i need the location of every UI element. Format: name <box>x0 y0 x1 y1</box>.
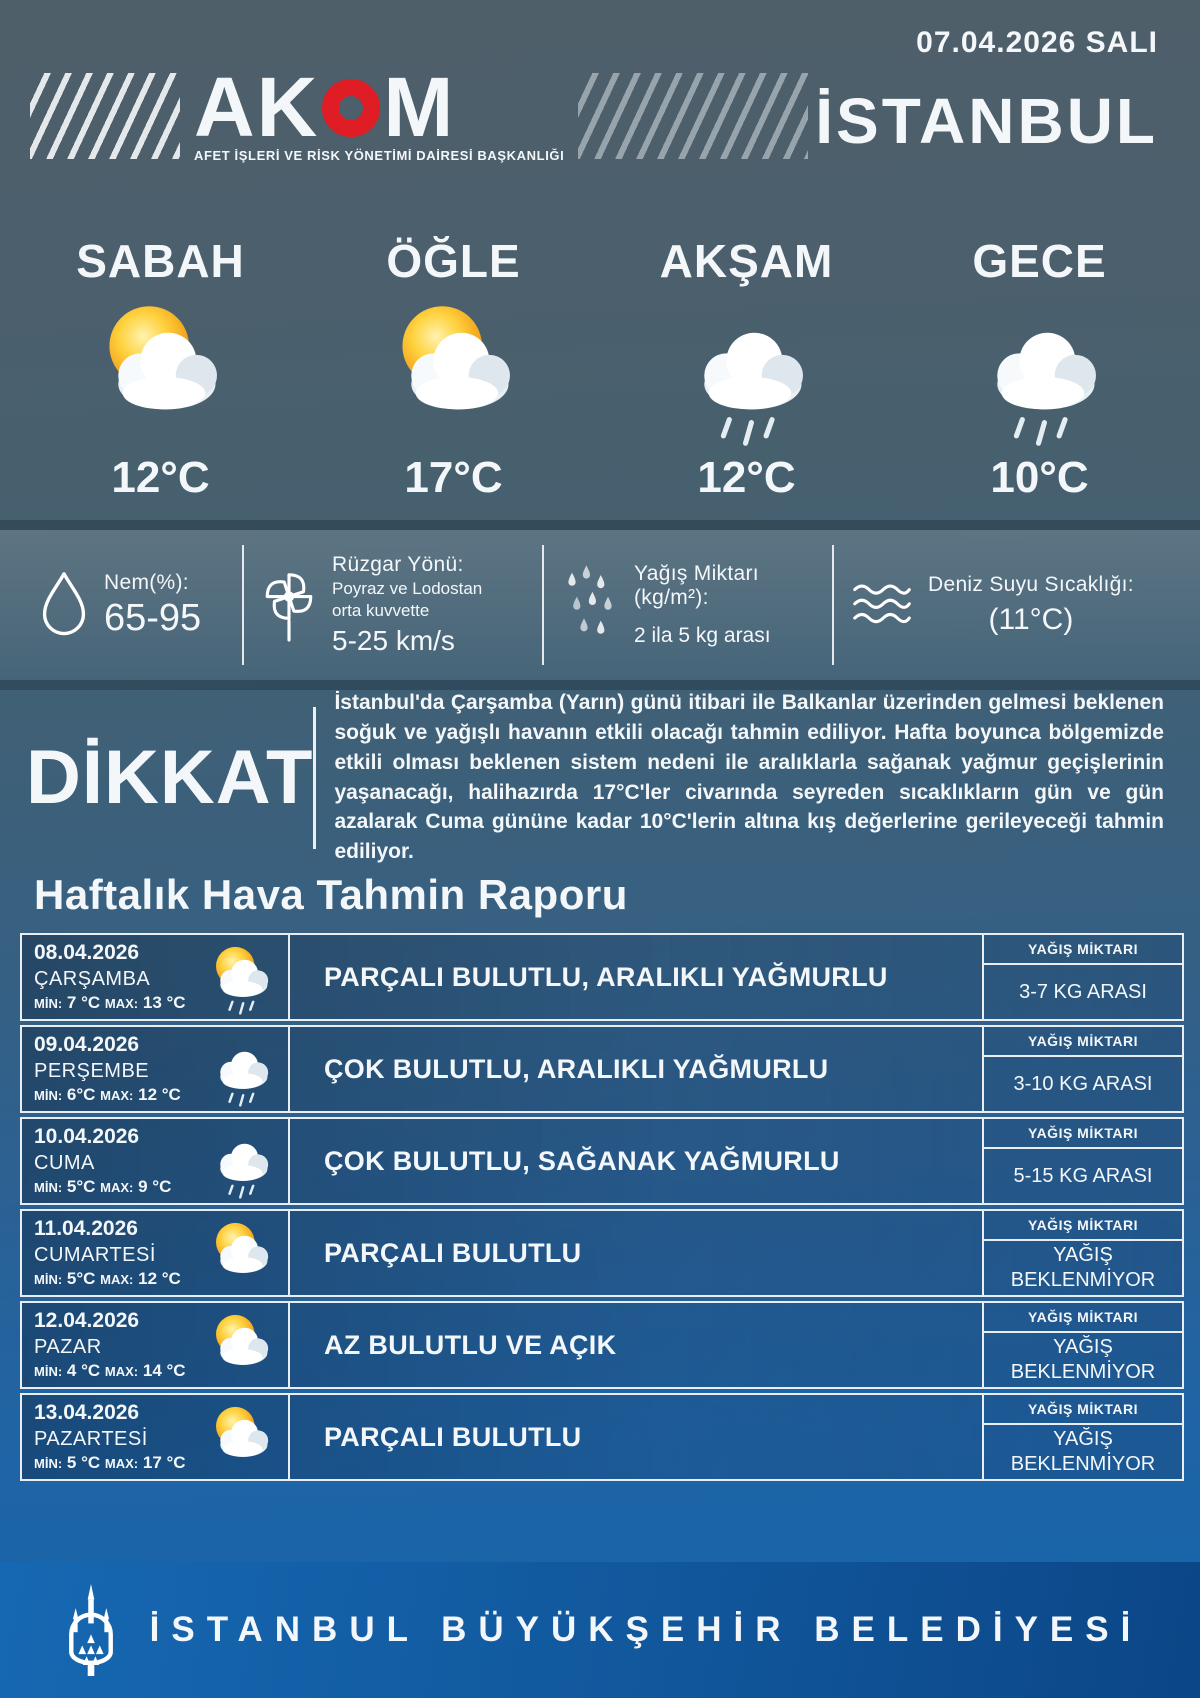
alert-divider <box>313 707 316 849</box>
logo-stripes-left-icon <box>30 73 180 159</box>
stat-sea-temperature <box>832 545 1178 665</box>
rain-cloud-icon <box>200 1031 282 1111</box>
period-temperature: 12°C <box>111 453 210 502</box>
precip-value: YAĞIŞ BEKLENMİYOR <box>1010 1244 1156 1291</box>
stat-value: 2 ila 5 kg arası <box>634 624 771 647</box>
min-label: MİN: <box>34 1180 63 1195</box>
stat-desc: orta kuvvette <box>332 601 430 620</box>
min-label: MİN: <box>34 996 63 1011</box>
condition-text: ÇOK BULUTLU, SAĞANAK YAĞMURLU <box>290 1119 984 1203</box>
alert-body-text: İstanbul'da Çarşamba (Yarın) günü itibari ile Balkanlar üzerinden gelmesi beklenen soğuk ve yağışlı havanın etkili olacağı tahmin ediliyor. Hafta boyunca bölgemizde etkili olması beklenen sistem nedeni ile aralıklarla sağanak yağmur geçişlerinin yaşanacağı, halihazırda 17°C'ler civarında seyreden sıcaklıkların gün ve gün azalarak Cuma gününe kadar 10°C'lerin altına kış değerlerine gerileyeceği tahmin ediliyor. <box>334 691 1164 864</box>
period-sabah <box>14 220 307 520</box>
stat-title: Rüzgar Yönü: <box>332 553 464 576</box>
condition-text: ÇOK BULUTLU, ARALIKLI YAĞMURLU <box>290 1027 984 1111</box>
row-day-name: PERŞEMBE <box>34 1059 150 1082</box>
precip-header: YAĞIŞ MİKTARI <box>984 1027 1182 1057</box>
precip-cell <box>984 1395 1182 1479</box>
condition-text: PARÇALI BULUTLU <box>290 1395 984 1479</box>
sun-cloud-icon <box>200 1215 282 1295</box>
akom-logo-subtitle: AFET İŞLERİ VE RİSK YÖNETİMİ DAİRESİ BAŞKANLIĞI <box>194 147 565 163</box>
row-day-name: PAZAR <box>34 1335 102 1358</box>
akom-logo-text <box>194 60 564 154</box>
stat-title: Deniz Suyu Sıcaklığı: <box>928 573 1134 596</box>
row-date: 12.04.2026 <box>34 1309 140 1332</box>
min-label: MİN: <box>34 1364 63 1379</box>
row-min-max <box>34 1269 181 1289</box>
stat-title: Yağış Miktarı (kg/m²): <box>634 562 759 609</box>
max-label: MAX: <box>100 1088 134 1103</box>
period-label: GECE <box>972 235 1107 287</box>
day-cell <box>22 1303 290 1387</box>
max-label: MAX: <box>100 1180 134 1195</box>
row-min-max <box>34 1361 186 1381</box>
stat-value: 5-25 km/s <box>332 625 455 656</box>
min-value: 4 °C <box>66 1361 101 1380</box>
row-min-max <box>34 1453 186 1473</box>
alert-title: DİKKAT <box>26 735 314 820</box>
pinwheel-icon <box>260 567 318 643</box>
day-cell <box>22 1211 290 1295</box>
precip-header: YAĞIŞ MİKTARI <box>984 1303 1182 1333</box>
akom-text-m: M <box>383 60 456 154</box>
max-label: MAX: <box>104 1364 139 1379</box>
precip-value: YAĞIŞ BEKLENMİYOR <box>1010 1336 1156 1383</box>
rain-cloud-icon <box>200 1123 282 1203</box>
ibb-logo <box>58 1584 124 1676</box>
row-min-max <box>34 1177 171 1197</box>
table-row <box>20 1393 1184 1481</box>
sun-cloud-icon <box>200 1307 282 1387</box>
period-label: AKŞAM <box>659 235 834 287</box>
table-row <box>20 1117 1184 1205</box>
table-row <box>20 1301 1184 1389</box>
max-label: MAX: <box>104 1456 139 1471</box>
row-date: 13.04.2026 <box>34 1401 140 1424</box>
period-aksam <box>600 220 893 520</box>
min-value: 5°C <box>66 1177 96 1196</box>
precip-value: 3-7 KG ARASI <box>1019 980 1147 1003</box>
row-day-name: CUMARTESİ <box>34 1243 156 1266</box>
min-value: 5 °C <box>66 1453 101 1472</box>
period-label: ÖĞLE <box>386 235 521 287</box>
precip-cell <box>984 1119 1182 1203</box>
condition-text: AZ BULUTLU VE AÇIK <box>290 1303 984 1387</box>
row-date: 10.04.2026 <box>34 1125 140 1148</box>
row-day-name: ÇARŞAMBA <box>34 967 151 990</box>
max-value: 14 °C <box>142 1361 186 1380</box>
row-date: 11.04.2026 <box>34 1217 138 1240</box>
precip-header: YAĞIŞ MİKTARI <box>984 935 1182 965</box>
precip-header: YAĞIŞ MİKTARI <box>984 1119 1182 1149</box>
city-title: İSTANBUL <box>815 85 1158 157</box>
max-value: 12 °C <box>138 1269 181 1288</box>
stat-value: (11°C) <box>988 603 1074 636</box>
stat-title: Nem(%): <box>104 570 189 594</box>
droplet-icon <box>38 570 90 640</box>
precip-header: YAĞIŞ MİKTARI <box>984 1395 1182 1425</box>
precip-value: 5-15 KG ARASI <box>1013 1164 1153 1187</box>
period-ogle <box>307 220 600 520</box>
akom-logo <box>30 60 808 163</box>
min-value: 5°C <box>66 1269 96 1288</box>
period-temperature: 12°C <box>697 453 796 502</box>
municipality-name: İSTANBUL BÜYÜKŞEHİR BELEDİYESİ <box>149 1610 1143 1649</box>
day-periods <box>0 220 1200 520</box>
precip-cell <box>984 935 1182 1019</box>
min-value: 7 °C <box>66 993 101 1012</box>
condition-text: PARÇALI BULUTLU <box>290 1211 984 1295</box>
max-value: 17 °C <box>142 1453 186 1472</box>
header <box>0 0 1200 220</box>
raindrops-icon <box>560 563 620 647</box>
stat-desc: Poyraz ve Lodostan <box>332 579 483 598</box>
sun-cloud-icon <box>369 290 539 455</box>
table-row <box>20 1209 1184 1297</box>
row-date: 09.04.2026 <box>34 1033 140 1056</box>
max-value: 13 °C <box>142 993 186 1012</box>
akom-text-ak: AK <box>194 60 320 154</box>
max-label: MAX: <box>104 996 139 1011</box>
precip-cell <box>984 1211 1182 1295</box>
min-label: MİN: <box>34 1272 63 1287</box>
waves-icon <box>850 576 914 634</box>
min-label: MİN: <box>34 1456 63 1471</box>
sun-cloud-icon <box>76 290 246 455</box>
stat-value: 65-95 <box>104 596 202 639</box>
period-gece <box>893 220 1186 520</box>
period-label: SABAH <box>76 235 245 287</box>
condition-text: PARÇALI BULUTLU, ARALIKLI YAĞMURLU <box>290 935 984 1019</box>
row-min-max <box>34 993 186 1013</box>
row-min-max <box>34 1085 181 1105</box>
day-cell <box>22 1027 290 1111</box>
logo-stripes-right-icon <box>578 73 808 159</box>
weekly-report-title: Haftalık Hava Tahmin Raporu <box>34 871 628 918</box>
period-temperature: 17°C <box>404 453 503 502</box>
rain-cloud-icon <box>662 290 832 455</box>
day-cell <box>22 1395 290 1479</box>
stats-panel <box>0 530 1200 680</box>
period-temperature: 10°C <box>990 453 1089 502</box>
row-day-name: CUMA <box>34 1151 95 1174</box>
sun-cloud-rain-icon <box>200 939 282 1019</box>
max-value: 9 °C <box>138 1177 172 1196</box>
precip-header: YAĞIŞ MİKTARI <box>984 1211 1182 1241</box>
day-cell <box>22 935 290 1019</box>
report-date: 07.04.2026 SALI <box>916 26 1158 59</box>
day-cell <box>22 1119 290 1203</box>
row-day-name: PAZARTESİ <box>34 1427 148 1450</box>
alert-section <box>0 690 1200 865</box>
precip-value: YAĞIŞ BEKLENMİYOR <box>1010 1428 1156 1475</box>
min-label: MİN: <box>34 1088 63 1103</box>
precip-cell <box>984 1027 1182 1111</box>
stat-wind <box>242 545 542 665</box>
rain-cloud-icon <box>955 290 1125 455</box>
sun-cloud-icon <box>200 1399 282 1479</box>
precip-cell <box>984 1303 1182 1387</box>
divider-band <box>0 520 1200 530</box>
akom-red-o-icon <box>322 79 380 137</box>
table-row <box>20 1025 1184 1113</box>
weekly-forecast-table <box>20 933 1184 1481</box>
precip-value: 3-10 KG ARASI <box>1013 1072 1153 1095</box>
stat-humidity <box>22 545 242 665</box>
row-date: 08.04.2026 <box>34 941 140 964</box>
max-value: 12 °C <box>138 1085 181 1104</box>
stat-precipitation <box>542 545 832 665</box>
footer <box>0 1562 1200 1698</box>
table-row <box>20 933 1184 1021</box>
max-label: MAX: <box>100 1272 134 1287</box>
min-value: 6°C <box>66 1085 96 1104</box>
